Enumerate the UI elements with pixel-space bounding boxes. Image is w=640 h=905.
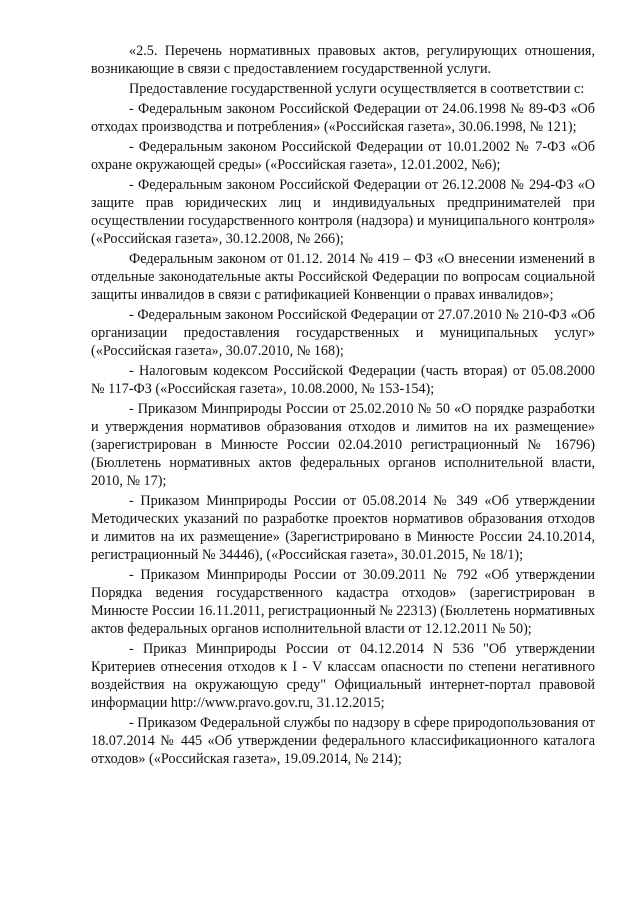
legal-act-item: Федеральным законом от 01.12. 2014 № 419 – ФЗ «О внесении изменений в отдельные законодательные акты Российской Федерации по вопросам социальной защиты инвалидов в связи с ратификацией Конвенции о правах инвалидов»; — [91, 251, 595, 303]
legal-act-item: - Приказом Федеральной службы по надзору в сфере природопользования от 18.07.2014 № 445 «Об утверждении федерального классификационного каталога отходов» («Российская газета», 19.09.2014, № 214); — [91, 715, 595, 767]
legal-act-item: - Приказ Минприроды России от 04.12.2014 N 536 "Об утверждении Критериев отнесения отходов к I - V классам опасности по степени негативного воздействия на окружающую среду" Официальный интернет-портал правовой информации http://www.pravo.gov.ru, 31.12.2015; — [91, 641, 595, 711]
legal-act-item: - Федеральным законом Российской Федерации от 26.12.2008 № 294-ФЗ «О защите прав юридических лиц и индивидуальных предпринимателей при осуществлении государственного контроля (надзора) и муниципального контроля» («Российская газета», 30.12.2008, № 266); — [91, 177, 595, 247]
legal-act-item: - Приказом Минприроды России от 05.08.2014 № 349 «Об утверждении Методических указаний по разработке проектов нормативов образования отходов и лимитов на их размещение» (Зарегистрировано в Минюсте России 24.10.2014, регистрационный № 34446), («Российская газета», 30.01.2015, № 18/1); — [91, 493, 595, 563]
legal-act-item: - Федеральным законом Российской Федерации от 10.01.2002 № 7-ФЗ «Об охране окружающей среды» («Российская газета», 12.01.2002, №6); — [91, 139, 595, 173]
legal-act-item: - Приказом Минприроды России от 25.02.2010 № 50 «О порядке разработки и утверждения нормативов образования отходов и лимитов на их размещение» (зарегистрирован в Минюсте России 02.04.2010 регистрационный № 16796) (Бюллетень нормативных актов федеральных органов исполнительной власти, 2010, № 17); — [91, 401, 595, 489]
legal-act-item: - Налоговым кодексом Российской Федерации (часть вторая) от 05.08.2000 № 117-ФЗ («Российская газета», 10.08.2000, № 153-154); — [91, 363, 595, 397]
document-page — [91, 42, 595, 770]
section-heading: «2.5. Перечень нормативных правовых актов, регулирующих отношения, возникающие в связи с предоставлением государственной услуги. — [91, 43, 595, 77]
legal-act-item: - Приказом Минприроды России от 30.09.2011 № 792 «Об утверждении Порядка ведения государственного кадастра отходов» (зарегистрирован в Минюсте России 16.11.2011, регистрационный № 22313) (Бюллетень нормативных актов федеральных органов исполнительной власти от 12.12.2011 № 50); — [91, 567, 595, 637]
legal-act-item: - Федеральным законом Российской Федерации от 27.07.2010 № 210-ФЗ «Об организации предоставления государственных и муниципальных услуг» («Российская газета», 30.07.2010, № 168); — [91, 307, 595, 359]
legal-act-item: - Федеральным законом Российской Федерации от 24.06.1998 № 89-ФЗ «Об отходах производства и потребления» («Российская газета», 30.06.1998, № 121); — [91, 101, 595, 135]
intro-paragraph: Предоставление государственной услуги осуществляется в соответствии с: — [129, 81, 585, 97]
